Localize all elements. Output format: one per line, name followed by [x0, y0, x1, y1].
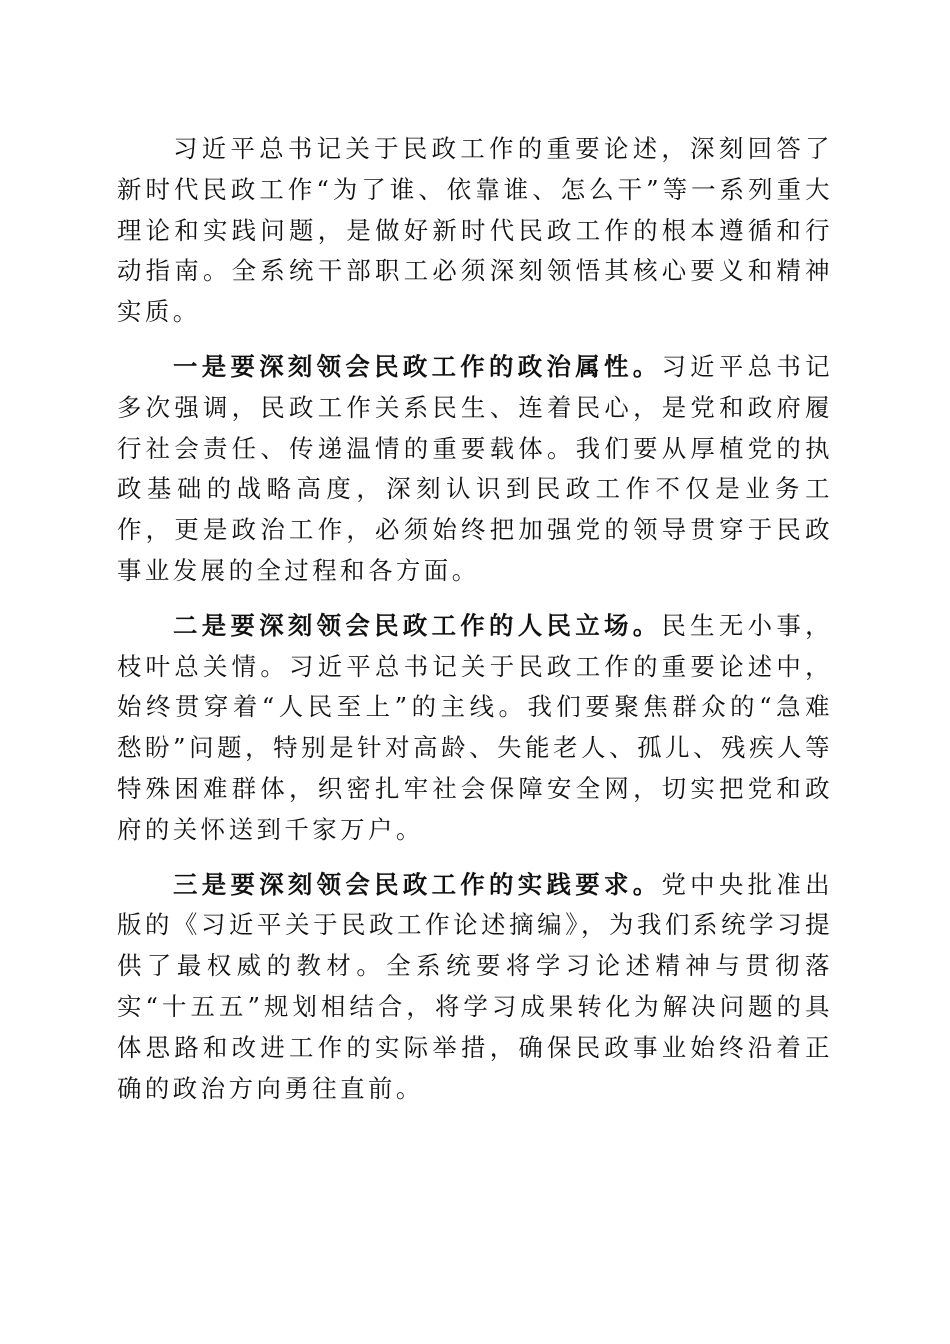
paragraph-lead: 二是要深刻领会民政工作的人民立场。 — [173, 610, 662, 640]
paragraph-intro — [117, 129, 833, 333]
paragraph-text: 党中央批准出版的《习近平关于民政工作论述摘编》，为我们系统学习提供了最权威的教材。全系统要将学习论述精神与贯彻落实“十五五”规划相结合，将学习成果转化为解决问题的具体思路和改进工作的实际举措，确保民政事业始终沿着正确的政治方向勇往直前。 — [117, 869, 833, 1103]
paragraph-text: 民生无小事，枝叶总关情。习近平总书记关于民政工作的重要论述中，始终贯穿着“人民至上”的主线。我们要聚焦群众的“急难愁盼”问题，特别是针对高龄、失能老人、孤儿、残疾人等特殊困难群体，织密扎牢社会保障安全网，切实把党和政府的关怀送到千家万户。 — [117, 610, 833, 844]
paragraph-lead: 三是要深刻领会民政工作的实践要求。 — [173, 869, 662, 899]
paragraph-practice-requirement — [117, 865, 833, 1110]
document-body — [117, 129, 833, 1123]
paragraph-political-attribute — [117, 347, 833, 592]
paragraph-text: 习近平总书记多次强调，民政工作关系民生、连着民心，是党和政府履行社会责任、传递温情的重要载体。我们要从厚植党的执政基础的战略高度，深刻认识到民政工作不仅是业务工作，更是政治工作，必须始终把加强党的领导贯穿于民政事业发展的全过程和各方面。 — [117, 351, 833, 585]
paragraph-people-stance — [117, 606, 833, 851]
paragraph-lead: 一是要深刻领会民政工作的政治属性。 — [173, 351, 662, 381]
paragraph-text: 习近平总书记关于民政工作的重要论述，深刻回答了新时代民政工作“为了谁、依靠谁、怎么干”等一系列重大理论和实践问题，是做好新时代民政工作的根本遵循和行动指南。全系统干部职工必须深刻领悟其核心要义和精神实质。 — [117, 134, 833, 327]
